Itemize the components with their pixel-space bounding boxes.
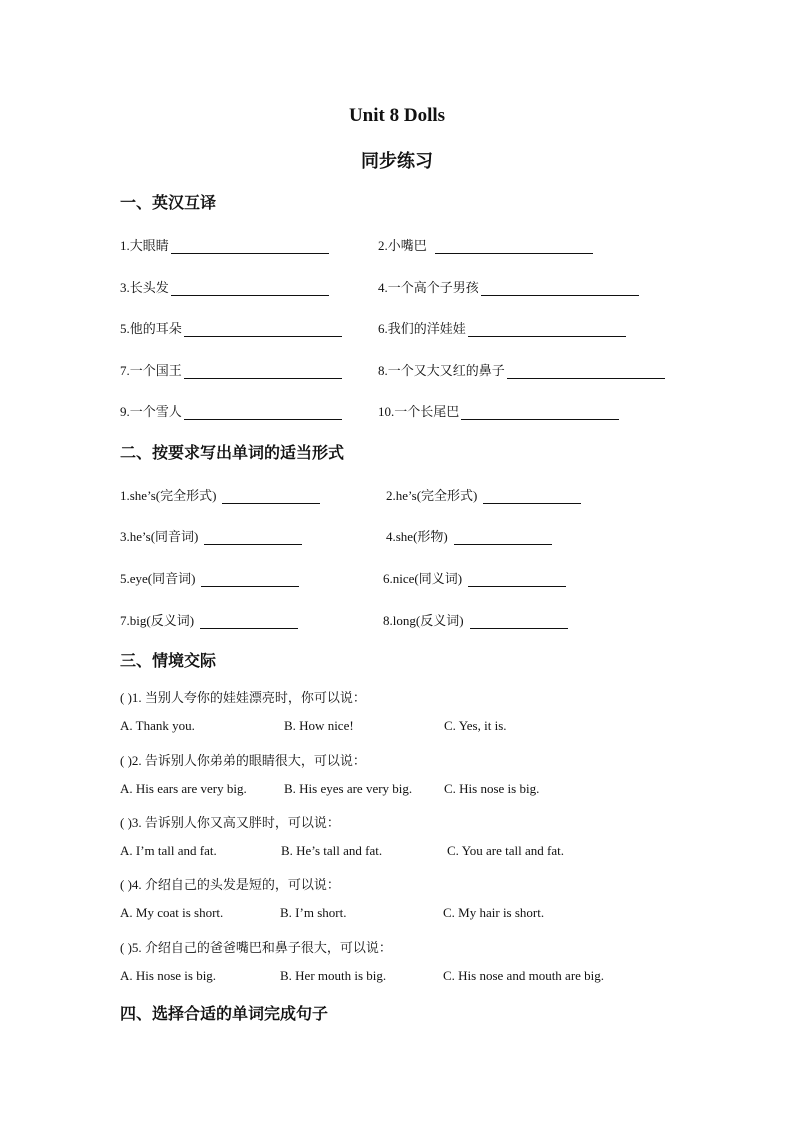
question-1: ( )1. 当别人夸你的娃娃漂亮时，你可以说： — [120, 690, 366, 705]
s1-item-5: 5.他的耳朵 — [120, 318, 342, 337]
s1-item-2: 2.小嘴巴 — [378, 235, 593, 254]
question-2: ( )2. 告诉别人你弟弟的眼睛很大，可以说： — [120, 753, 366, 768]
answer-blank[interactable] — [171, 281, 329, 296]
option-c[interactable]: C. My hair is short. — [443, 905, 545, 920]
worksheet-subtitle: 同步练习 — [361, 151, 433, 172]
s2-item-3: 3.he’s(同音词) — [120, 526, 302, 545]
option-b[interactable]: B. His eyes are very big. — [284, 781, 413, 796]
s2-item-1: 1.she’s(完全形式) — [120, 485, 320, 504]
answer-blank[interactable] — [184, 364, 342, 379]
answer-blank[interactable] — [507, 364, 665, 379]
answer-blank[interactable] — [200, 614, 298, 629]
s1-item-6: 6.我们的洋娃娃 — [378, 318, 626, 337]
section-4-heading: 四、选择合适的单词完成句子 — [120, 1004, 329, 1023]
s2-item-8: 8.long(反义词) — [383, 610, 568, 629]
option-c[interactable]: C. His nose and mouth are big. — [443, 968, 605, 983]
s2-item-7: 7.big(反义词) — [120, 610, 298, 629]
option-b[interactable]: B. How nice! — [284, 718, 354, 733]
answer-blank[interactable] — [201, 572, 299, 587]
s1-item-7: 7.一个国王 — [120, 360, 342, 379]
question-5: ( )5. 介绍自己的爸爸嘴巴和鼻子很大，可以说： — [120, 940, 392, 955]
s1-item-10: 10.一个长尾巴 — [378, 401, 619, 420]
option-c[interactable]: C. You are tall and fat. — [447, 843, 564, 858]
s2-item-2: 2.he’s(完全形式) — [386, 485, 581, 504]
answer-blank[interactable] — [204, 530, 302, 545]
answer-blank[interactable] — [468, 322, 626, 337]
option-c[interactable]: C. Yes, it is. — [444, 718, 507, 733]
answer-blank[interactable] — [171, 239, 329, 254]
s2-item-6: 6.nice(同义词) — [383, 568, 566, 587]
worksheet-title: Unit 8 Dolls — [348, 105, 446, 126]
option-a[interactable]: A. His ears are very big. — [120, 781, 247, 796]
answer-blank[interactable] — [222, 489, 320, 504]
option-b[interactable]: B. Her mouth is big. — [280, 968, 387, 983]
answer-blank[interactable] — [481, 281, 639, 296]
answer-blank[interactable] — [461, 405, 619, 420]
section-1-heading: 一、英汉互译 — [120, 193, 217, 212]
section-2-heading: 二、按要求写出单词的适当形式 — [120, 443, 345, 462]
s1-item-1: 1.大眼睛 — [120, 235, 329, 254]
question-4: ( )4. 介绍自己的头发是短的，可以说： — [120, 877, 340, 892]
s1-item-3: 3.长头发 — [120, 277, 329, 296]
answer-blank[interactable] — [435, 239, 593, 254]
answer-blank[interactable] — [483, 489, 581, 504]
answer-blank[interactable] — [470, 614, 568, 629]
option-b[interactable]: B. I’m short. — [280, 905, 347, 920]
s2-item-4: 4.she(形物) — [386, 526, 552, 545]
option-c[interactable]: C. His nose is big. — [444, 781, 540, 796]
s1-item-9: 9.一个雪人 — [120, 401, 342, 420]
option-a[interactable]: A. His nose is big. — [120, 968, 217, 983]
s1-item-8: 8.一个又大又红的鼻子 — [378, 360, 665, 379]
answer-blank[interactable] — [184, 322, 342, 337]
s1-item-4: 4.一个高个子男孩 — [378, 277, 639, 296]
question-3: ( )3. 告诉别人你又高又胖时，可以说： — [120, 815, 340, 830]
answer-blank[interactable] — [184, 405, 342, 420]
option-a[interactable]: A. I’m tall and fat. — [120, 843, 217, 858]
answer-blank[interactable] — [468, 572, 566, 587]
answer-blank[interactable] — [454, 530, 552, 545]
option-a[interactable]: A. My coat is short. — [120, 905, 224, 920]
s2-item-5: 5.eye(同音词) — [120, 568, 299, 587]
option-a[interactable]: A. Thank you. — [120, 718, 195, 733]
section-3-heading: 三、情境交际 — [120, 651, 217, 670]
option-b[interactable]: B. He’s tall and fat. — [281, 843, 383, 858]
